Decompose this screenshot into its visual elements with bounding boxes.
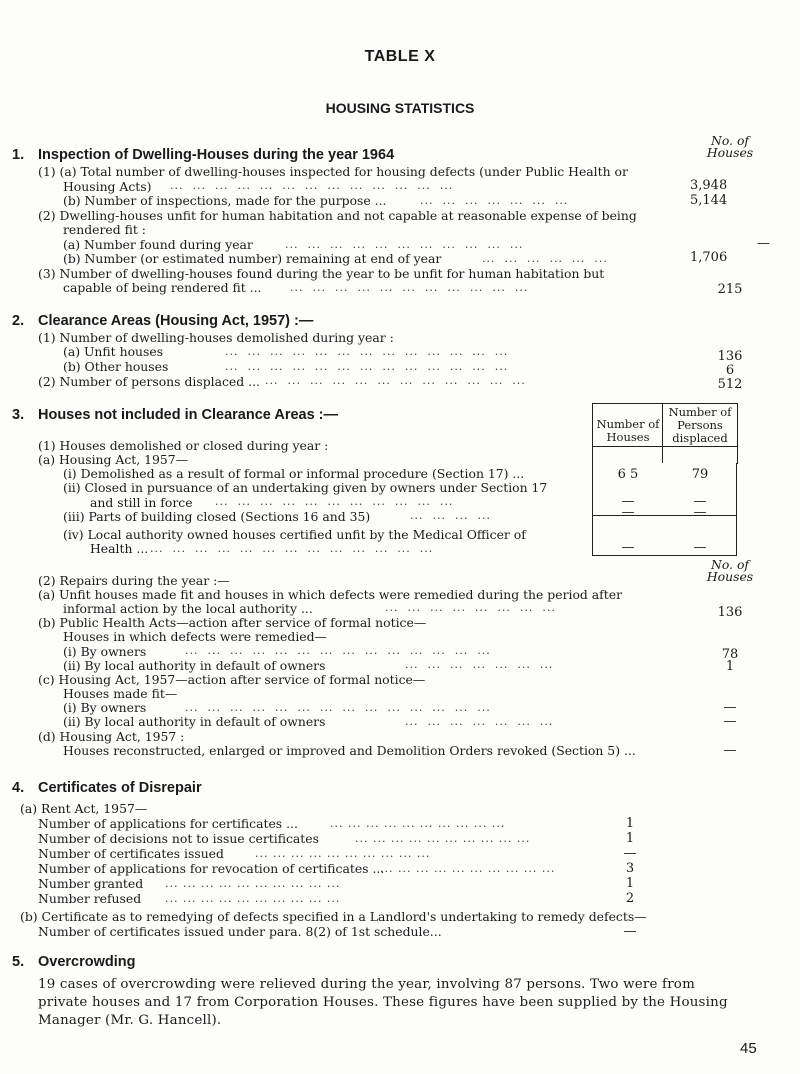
value: 1: [625, 876, 635, 891]
col-head-houses-2: Houses: [706, 569, 754, 585]
item-text: (1) Number of dwelling-houses demolished during year :: [38, 329, 394, 345]
item-text: capable of being rendered fit ...: [63, 280, 262, 296]
item-text: (a) Number found during year: [63, 237, 253, 253]
leader-dots: ... ... ... ... ... ... ... ... ... ... ...: [215, 495, 454, 509]
leader-dots: ... ... ... ... ... ... ... ... ... ... ... ... ...: [225, 344, 509, 358]
value: 1: [725, 659, 735, 675]
value: 6 5: [617, 467, 639, 483]
section-number: 1.: [12, 146, 25, 163]
item-text: (b) Number (or estimated number) remaining at end of year: [63, 251, 442, 267]
item-text: (3) Number of dwelling-houses found during the year to be unfit for human habitation but: [38, 265, 605, 281]
item-text: (i) By owners: [63, 643, 147, 659]
leader-dots: ... ... ... ... ... ... ... ... ... ... ...: [285, 237, 524, 251]
col-head-no-of: No. of: [710, 132, 749, 148]
item-text: (a) Rent Act, 1957—: [20, 801, 148, 816]
table-title: TABLE X: [364, 48, 436, 66]
value: 6: [725, 362, 735, 378]
page-number: 45: [740, 1040, 757, 1057]
item-text: (ii) By local authority in default of owners: [63, 657, 326, 673]
item-text: Houses in which defects were remedied—: [63, 629, 327, 645]
leader-dots: ... ... ... ... ... ... ...: [405, 658, 554, 672]
value: —: [623, 924, 637, 939]
value: —: [723, 713, 737, 729]
item-text: (c) Housing Act, 1957—action after service of formal notice—: [38, 672, 426, 688]
value: 3: [625, 861, 635, 876]
leader-dots: ... ... ... ... ... ... ... ... ... ...: [165, 892, 341, 905]
item-text: (d) Housing Act, 1957 :: [38, 729, 185, 745]
item-text: (a) Unfit houses: [63, 343, 164, 359]
value: —: [621, 539, 635, 555]
col-head-no-of-2: No. of: [710, 556, 749, 572]
item-text: (a) Unfit houses made fit and houses in which defects were remedied during the period after: [38, 586, 622, 602]
item-text: Number of certificates issued under para. 8(2) of 1st schedule...: [38, 924, 442, 939]
table-left-rule: [592, 463, 593, 515]
item-text: (2) Dwelling-houses unfit for human habitation and not capable at reasonable expense of being: [38, 208, 637, 224]
value: 5,144: [690, 192, 728, 208]
item-text: Houses reconstructed, enlarged or improved and Demolition Orders revoked (Section 5) ...: [63, 743, 636, 759]
value: 1: [625, 816, 635, 831]
item-text: rendered fit :: [63, 222, 146, 238]
section-title: Inspection of Dwelling-Houses during the year 1964: [38, 146, 395, 163]
value: —: [723, 742, 737, 758]
leader-dots: ... ... ... ... ... ... ... ... ... ... ...: [290, 280, 529, 294]
value: 136: [717, 348, 743, 364]
value: —: [757, 235, 770, 251]
item-text: Housing Acts): [63, 178, 152, 194]
value: 79: [691, 467, 709, 483]
value: 3,948: [690, 177, 728, 193]
col-head-persons-displaced: Number of Persons displaced: [668, 405, 732, 446]
table-subtitle: HOUSING STATISTICS: [325, 99, 475, 116]
section-title: Clearance Areas (Housing Act, 1957) :—: [38, 312, 314, 329]
value: 1,706: [690, 250, 728, 266]
col-head-houses: Houses: [706, 145, 754, 161]
section-number: 3.: [12, 407, 25, 424]
value: 215: [717, 282, 743, 298]
item-text: Number of applications for revocation of certificates ...: [38, 861, 385, 876]
item-text: Number of applications for certificates ...: [38, 816, 298, 831]
item-text: Houses made fit—: [63, 686, 178, 702]
item-text: Number refused: [38, 891, 142, 906]
leader-dots: ... ... ... ... ... ... ... ... ... ...: [380, 862, 556, 875]
item-text: (iii) Parts of building closed (Sections 16 and 35): [63, 508, 371, 524]
overcrowding-paragraph: 19 cases of overcrowding were relieved during the year, involving 87 persons. Two were from private houses and 17 from Corporation Houses. These figures have been supplied by the Housing Manager (Mr. G. Hancell).: [38, 977, 728, 1028]
value: 2: [625, 891, 635, 906]
value: —: [693, 493, 707, 509]
value: —: [693, 539, 707, 555]
leader-dots: ... ... ... ... ... ... ... ... ... ... ... ... ...: [170, 179, 454, 193]
item-text: (ii) Closed in pursuance of an undertaking given by owners under Section 17: [63, 480, 548, 496]
item-text: (iv) Local authority owned houses certified unfit by the Medical Officer of: [63, 527, 526, 543]
item-text: (ii) By local authority in default of owners: [63, 714, 326, 730]
value: —: [623, 846, 637, 861]
col-head-number-of-houses: Number of Houses: [596, 417, 660, 445]
value: 1: [625, 831, 635, 846]
item-text: Health ...: [90, 541, 149, 557]
item-text: (i) Demolished as a result of formal or informal procedure (Section 17) ...: [63, 466, 525, 482]
item-text: (1) (a) Total number of dwelling-houses inspected for housing defects (under Public Health or: [38, 163, 628, 179]
item-text: Number of certificates issued: [38, 846, 224, 861]
value: 512: [717, 376, 743, 392]
item-text: (i) By owners: [63, 700, 147, 716]
value: —: [693, 505, 707, 521]
leader-dots: ... ... ... ... ... ... ... ... ... ... ... ... ...: [225, 359, 509, 373]
leader-dots: ... ... ... ... ... ... ... ... ... ...: [355, 832, 531, 845]
value: 136: [717, 604, 743, 620]
item-text: (b) Number of inspections, made for the purpose ...: [63, 193, 387, 209]
leader-dots: ... ... ... ... ... ... ... ... ... ... ... ...: [265, 374, 526, 388]
leader-dots: ... ... ... ... ... ... ... ... ... ...: [165, 877, 341, 890]
item-text: (2) Repairs during the year :—: [38, 572, 230, 588]
table-col-divider: [662, 403, 663, 462]
leader-dots: ... ... ... ... ... ... ... ... ... ... ... ... ... ...: [185, 701, 491, 715]
section-number: 5.: [12, 954, 25, 970]
item-text: (b) Other houses: [63, 358, 169, 374]
item-text: (2) Number of persons displaced ...: [38, 373, 260, 389]
leader-dots: ... ... ... ...: [410, 509, 491, 523]
section-number: 2.: [12, 312, 25, 329]
item-text: (b) Public Health Acts—action after service of formal notice—: [38, 615, 427, 631]
leader-dots: ... ... ... ... ... ...: [482, 251, 608, 265]
item-text: and still in force: [90, 494, 193, 510]
section-number: 4.: [12, 780, 25, 796]
table-header-rule: [592, 446, 737, 447]
leader-dots: ... ... ... ... ... ... ... ... ... ... ... ... ... ...: [185, 644, 491, 658]
item-text: Number granted: [38, 876, 144, 891]
table-right-rule-ext: [736, 515, 737, 556]
value: —: [723, 699, 737, 715]
item-text: Number of decisions not to issue certificates: [38, 831, 319, 846]
leader-dots: ... ... ... ... ... ... ... ...: [385, 601, 556, 615]
item-text: (a) Housing Act, 1957—: [38, 452, 189, 468]
section-title: Houses not included in Clearance Areas :—: [38, 407, 339, 424]
item-text: (b) Certificate as to remedying of defects specified in a Landlord's undertaking to remedy defects—: [20, 909, 647, 924]
section-title: Certificates of Disrepair: [38, 780, 202, 796]
table-left-rule-ext: [592, 515, 593, 556]
section-title: Overcrowding: [38, 954, 136, 970]
leader-dots: ... ... ... ... ... ... ...: [420, 194, 569, 208]
value: —: [621, 493, 635, 509]
value: —: [621, 505, 635, 521]
value: 78: [721, 646, 739, 662]
table-right-rule: [736, 463, 737, 515]
leader-dots: ... ... ... ... ... ... ...: [405, 715, 554, 729]
leader-dots: ... ... ... ... ... ... ... ... ... ... ... ... ...: [150, 542, 434, 556]
leader-dots: ... ... ... ... ... ... ... ... ... ...: [330, 817, 506, 830]
item-text: (1) Houses demolished or closed during year :: [38, 438, 329, 454]
leader-dots: ... ... ... ... ... ... ... ... ... ...: [255, 847, 431, 860]
item-text: informal action by the local authority ...: [63, 600, 313, 616]
